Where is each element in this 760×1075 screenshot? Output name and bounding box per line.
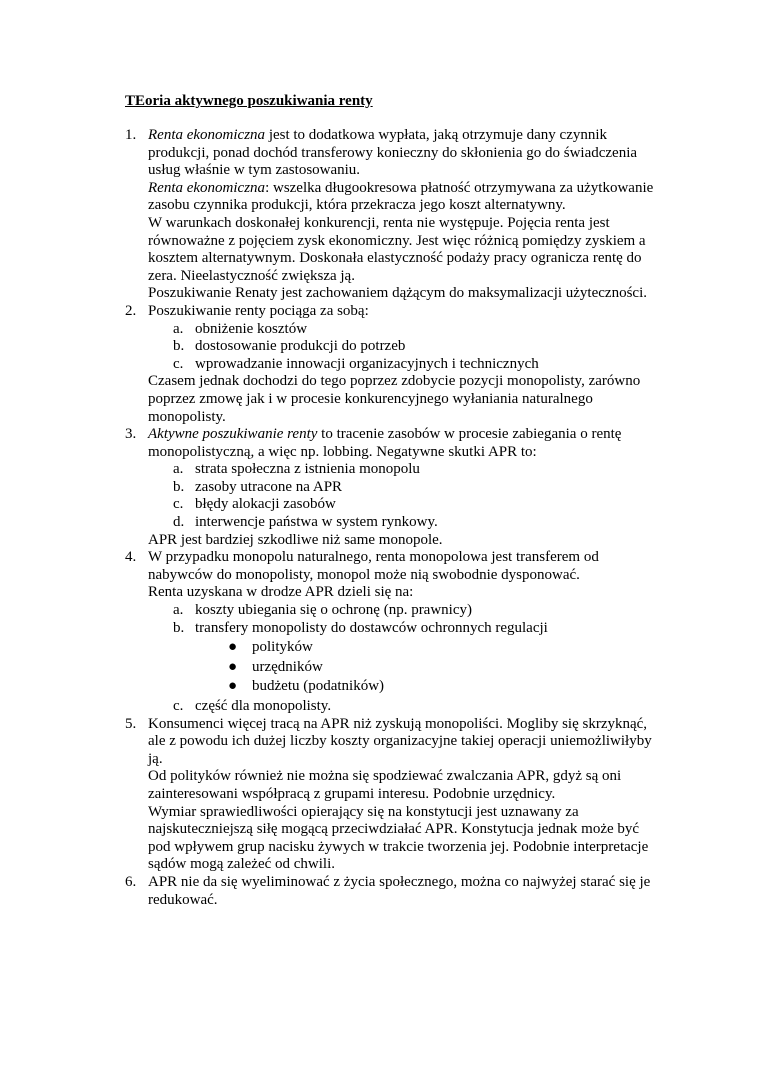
sub-letter: b. xyxy=(173,478,185,495)
sub-item: a. obniżenie kosztów xyxy=(173,320,308,337)
sub-letter: a. xyxy=(173,320,184,337)
list-item-5 xyxy=(0,716,660,874)
paragraph: W warunkach doskonałej konkurencji, renta nie występuje. Pojęcia renta jest równoważne z pojęciem zysk ekonomiczny. Jest więc różnicą pomiędzy zyskiem a kosztem alternatywnym. Doskonała elastyczność podaży pracy ogranicza rentę do zera. Nieelastyczność zwiększa ją. xyxy=(148,214,646,284)
paragraph: Renta ekonomiczna: wszelka długookresowa płatność otrzymywana za użytkowanie zasobu czynnika produkcji, która przekracza jego koszt alternatywny. xyxy=(148,179,654,214)
sub-letter: d. xyxy=(173,514,185,531)
paragraph: Czasem jednak dochodzi do tego poprzez zdobycie pozycji monopolisty, zarówno poprzez zmowę jak i w procesie konkurencyjnego wyłaniania naturalnego monopolisty. xyxy=(148,373,641,425)
bullet-icon: ● xyxy=(228,639,238,656)
paragraph: Wymiar sprawiedliwości opierający się na konstytucji jest uznawany za najskuteczniejszą siłę mogącą przeciwdziałać APR. Konstytucja jednak może być pod wpływem grup nacisku żywych w trakcie tworzenia jej. Podobnie interpretacje sądów mogą zależeć od chwili. xyxy=(148,803,649,873)
sub-item: b. transfery monopolisty do dostawców ochronnych regulacji xyxy=(173,619,548,636)
item-number: 2. xyxy=(125,302,137,319)
sub-letter: b. xyxy=(173,338,185,355)
paragraph: Konsumenci więcej tracą na APR niż zyskują monopoliści. Mogliby się skrzyknąć, ale z powodu ich dużej liczby koszty organizacyjne takiej operacji uniemożliwiłyby ją. xyxy=(148,715,652,767)
list-item-6 xyxy=(0,874,660,909)
sub-letter: b. xyxy=(173,619,185,636)
list-item-3 xyxy=(0,426,660,549)
item-number: 6. xyxy=(125,873,137,890)
item-number: 5. xyxy=(125,715,137,732)
sub-item: c. wprowadzanie innowacji organizacyjnych i technicznych xyxy=(173,355,539,372)
list-item-1 xyxy=(0,127,660,303)
sub-item: c. błędy alokacji zasobów xyxy=(173,496,336,513)
paragraph: Renta uzyskana w drodze APR dzieli się na: xyxy=(148,584,414,601)
sub-item: d. interwencje państwa w system rynkowy. xyxy=(173,514,438,531)
bullet-icon: ● xyxy=(228,678,238,695)
paragraph: APR jest bardziej szkodliwe niż same monopole. xyxy=(148,531,443,548)
list-item-4 xyxy=(0,549,660,715)
numbered-list xyxy=(0,127,760,909)
paragraph: Aktywne poszukiwanie renty to tracenie zasobów w procesie zabiegania o rentę monopolistyczną, a więc np. lobbing. Negatywne skutki APR to: xyxy=(148,426,622,460)
sub-letter: a. xyxy=(173,602,184,619)
bullet-item: ● urzędników xyxy=(228,658,323,675)
sub-item: b. dostosowanie produkcji do potrzeb xyxy=(173,338,406,355)
paragraph: W przypadku monopolu naturalnego, renta monopolowa jest transferem od nabywców do monopolisty, monopol może nią swobodnie dysponować. xyxy=(148,549,599,583)
list-item-2 xyxy=(0,303,660,426)
document-title: TEoria aktywnego poszukiwania renty xyxy=(125,93,373,109)
sub-item: a. koszty ubiegania się o ochronę (np. prawnicy) xyxy=(173,602,472,619)
paragraph: APR nie da się wyeliminować z życia społecznego, można co najwyżej starać się je redukować. xyxy=(148,873,651,908)
sub-letter: c. xyxy=(173,496,184,513)
emphasis-term: Aktywne poszukiwanie renty xyxy=(148,426,318,443)
bullet-item: ● polityków xyxy=(228,639,313,656)
sub-letter: a. xyxy=(173,461,184,478)
sub-letter: c. xyxy=(173,355,184,372)
item-number: 4. xyxy=(125,549,137,566)
emphasis-term: Renta ekonomiczna xyxy=(148,127,266,143)
paragraph: Poszukiwanie renty pociąga za sobą: xyxy=(148,302,369,319)
sub-item: a. strata społeczna z istnienia monopolu xyxy=(173,461,420,478)
sub-letter: c. xyxy=(173,698,184,714)
paragraph: Renta ekonomiczna jest to dodatkowa wypłata, jaką otrzymuje dany czynnik produkcji, ponad dochód transferowy konieczny do skłonienia go do świadczenia usług właśnie w tym zastosowaniu. xyxy=(148,127,638,179)
paragraph: Od polityków również nie można się spodziewać zwalczania APR, gdyż są oni zainteresowani współpracą z grupami interesu. Podobnie urzędnicy. xyxy=(148,768,622,802)
emphasis-term: Renta ekonomiczna xyxy=(148,179,266,196)
item-number: 3. xyxy=(125,426,137,443)
bullet-item: ● budżetu (podatników) xyxy=(228,678,385,695)
sub-item: c. część dla monopolisty. xyxy=(173,698,332,714)
paragraph: Poszukiwanie Renaty jest zachowaniem dążącym do maksymalizacji użyteczności. xyxy=(148,285,647,302)
sub-item: b. zasoby utracone na APR xyxy=(173,478,343,495)
bullet-icon: ● xyxy=(228,658,238,675)
item-number: 1. xyxy=(125,127,137,143)
